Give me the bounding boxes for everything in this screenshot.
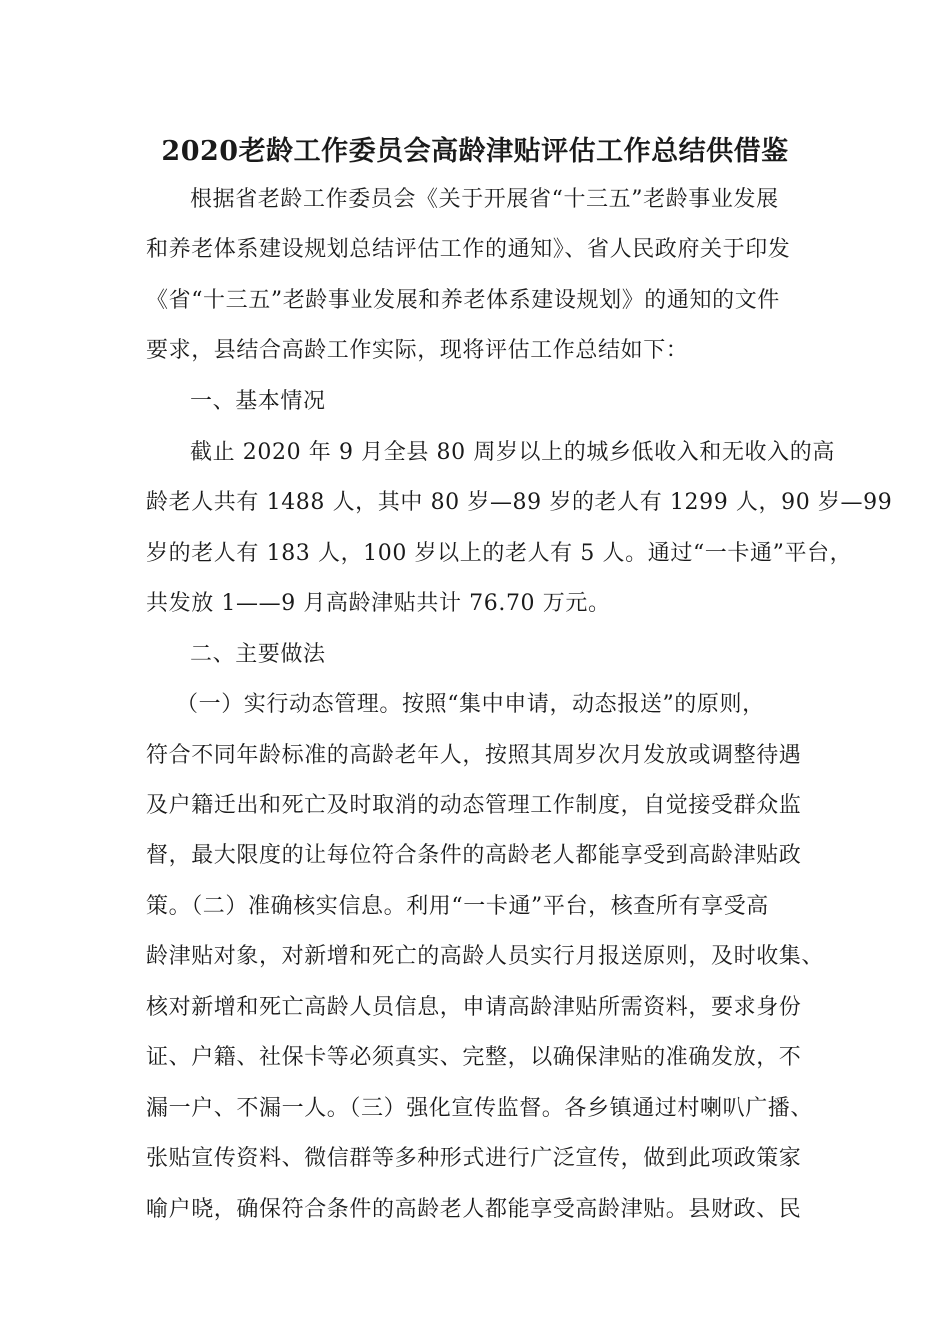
paragraph-line: 核对新增和死亡高龄人员信息，申请高龄津贴所需资料，要求身份 [146,995,802,1020]
paragraph-line: 龄津贴对象，对新增和死亡的高龄人员实行月报送原则，及时收集、 [146,944,825,969]
document-title: 2020老龄工作委员会高龄津贴评估工作总结供借鉴 [161,136,789,167]
paragraph-line: 张贴宣传资料、微信群等多种形式进行广泛宣传，做到此项政策家 [146,1146,802,1171]
paragraph-line: 符合不同年龄标准的高龄老年人，按照其周岁次月发放或调整待遇 [146,743,802,768]
paragraph-line: 龄老人共有 1488 人，其中 80 岁—89 岁的老人有 1299 人，90 岁—99 [146,490,893,515]
paragraph-line: 策。（二）准确核实信息。利用“一卡通”平台，核查所有享受高 [146,894,769,919]
paragraph-line: 和养老体系建设规划总结评估工作的通知》、省人民政府关于印发 [146,237,791,262]
paragraph-line: 督，最大限度的让每位符合条件的高龄老人都能享受到高龄津贴政 [146,843,802,868]
paragraph-line: 根据省老龄工作委员会《关于开展省“十三五”老龄事业发展 [190,187,779,212]
paragraph-line: 漏一户、不漏一人。（三）强化宣传监督。各乡镇通过村喇叭广播、 [146,1096,814,1121]
paragraph-line: 喻户晓，确保符合条件的高龄老人都能享受高龄津贴。县财政、民 [146,1197,802,1222]
paragraph-line: 要求，县结合高龄工作实际，现将评估工作总结如下： [146,338,689,363]
paragraph-line: 共发放 1——9 月高龄津贴共计 76.70 万元。 [146,591,611,616]
paragraph-line: 《省“十三五”老龄事业发展和养老体系建设规划》的通知的文件 [146,288,780,313]
paragraph-line: （一）实行动态管理。按照“集中申请，动态报送”的原则， [176,692,765,717]
paragraph-line: 岁的老人有 183 人，100 岁以上的老人有 5 人。通过“一卡通”平台， [146,541,853,566]
section-heading: 二、主要做法 [190,642,326,667]
paragraph-line: 及户籍迁出和死亡及时取消的动态管理工作制度，自觉接受群众监 [146,793,802,818]
paragraph-line: 证、户籍、社保卡等必须真实、完整，以确保津贴的准确发放，不 [146,1045,802,1070]
section-heading: 一、基本情况 [190,389,326,414]
paragraph-line: 截止 2020 年 9 月全县 80 周岁以上的城乡低收入和无收入的高 [190,440,835,465]
